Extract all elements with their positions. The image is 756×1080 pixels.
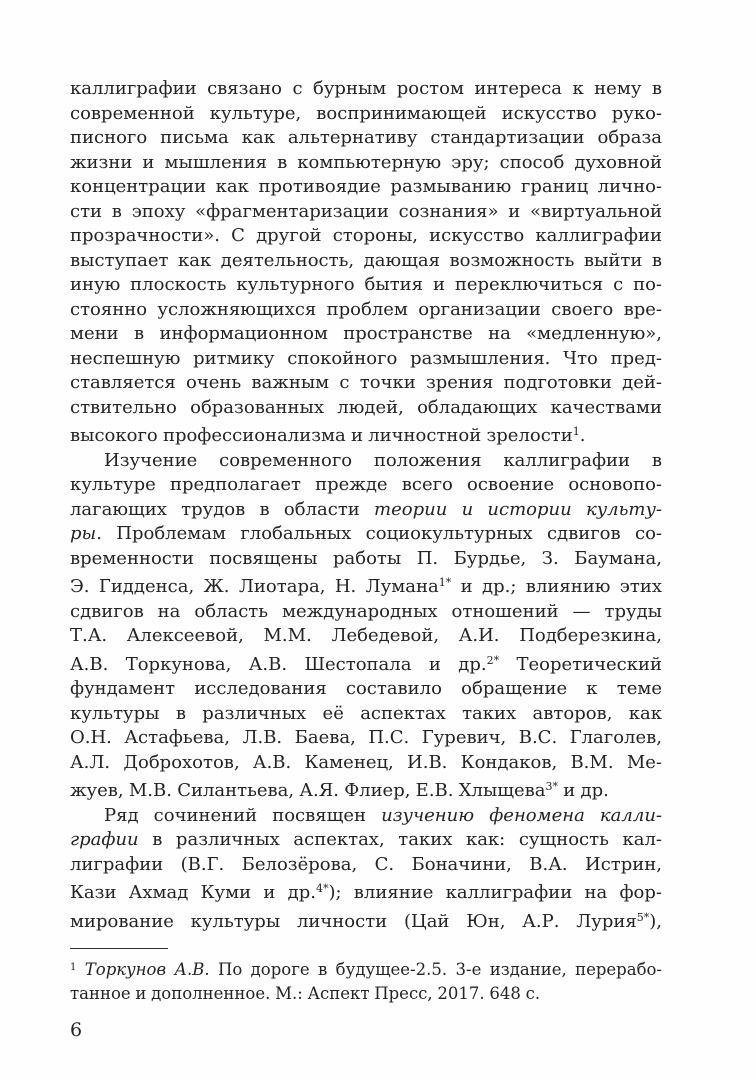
- footnote-rule: [70, 948, 168, 949]
- italic-text: теории и истории культу-: [374, 498, 663, 520]
- paragraph: [70, 449, 662, 804]
- text-line: [70, 126, 662, 151]
- text-line: [70, 649, 662, 678]
- text-run: культуре предполагает прежде всего освоение основопо-: [70, 474, 662, 495]
- footnote-marker: 2*: [486, 653, 500, 667]
- text-line: [70, 347, 662, 372]
- footnote-marker: 3*: [545, 780, 559, 793]
- footnote-marker: 1: [70, 962, 77, 973]
- page-number: 6: [70, 1019, 83, 1041]
- text-run: иную плоскость культурного бытия и переключиться с по-: [70, 274, 662, 295]
- text-run: стоянно усложняющихся проблем организации своего вре-: [70, 298, 662, 320]
- text-line: [70, 273, 662, 298]
- text-line: [70, 828, 662, 853]
- text-run: сти в эпоху «фрагментаризации сознания» и «виртуальной: [70, 200, 662, 222]
- text-run: ); влияние каллиграфии на фор-: [328, 882, 663, 903]
- italic-text: Торкунов А.В.: [84, 960, 210, 979]
- text-run: в различных аспектах, таких как: сущность кал-: [138, 829, 662, 850]
- text-line: [70, 982, 662, 1006]
- text-run: временности посвящены работы П. Бурдье, З. Баумана,: [70, 547, 662, 569]
- text-line: [70, 547, 662, 572]
- text-run: .: [579, 425, 586, 446]
- footnote-marker: 1: [572, 425, 580, 438]
- text-line: [70, 624, 662, 649]
- text-run: современной культуре, воспринимающей искусство руко-: [70, 102, 662, 124]
- text-run: писного письма как альтернативу стандартизации образа: [70, 127, 662, 148]
- text-run: выступает как деятельность, дающая возможность выйти в: [70, 249, 662, 271]
- text-run: мени в информационном пространстве на «медленную»,: [70, 323, 662, 344]
- text-line: [70, 420, 662, 449]
- text-line: [70, 151, 662, 176]
- text-line: [70, 775, 662, 804]
- text-run: По дороге в будущее-2.5. 3-е издание, перерабо-: [209, 960, 663, 979]
- text-line: [70, 473, 662, 498]
- text-line: [70, 600, 662, 625]
- italic-text: ры: [70, 523, 97, 544]
- text-run: Ряд сочинений посвящен: [104, 804, 382, 826]
- text-run: лагающих трудов в области: [70, 498, 375, 520]
- text-run: прозрачности». С другой стороны, искусство каллиграфии: [70, 225, 662, 246]
- text-line: [70, 853, 662, 878]
- footnote-marker: 5*: [636, 910, 650, 924]
- text-line: [70, 102, 662, 127]
- text-line: [70, 751, 662, 776]
- text-line: [70, 298, 662, 323]
- text-run: концентрации как противоядие размыванию границ лично-: [70, 176, 662, 197]
- text-line: [70, 175, 662, 200]
- text-run: Изучение современного положения каллиграфии в: [104, 449, 662, 471]
- paragraph: [70, 804, 662, 935]
- paragraph: [70, 77, 662, 449]
- text-run: Кази Ахмад Куми и др.: [70, 882, 316, 903]
- text-line: [70, 77, 662, 102]
- text-line: [70, 449, 662, 474]
- text-line: [70, 371, 662, 396]
- text-run: жуев, М.В. Силантьева, А.Я. Флиер, Е.В. Хлыщева: [70, 780, 546, 801]
- text-line: [70, 804, 662, 829]
- text-run: О.Н. Астафьева, Л.В. Баева, П.С. Гуревич, В.С. Глаголев,: [70, 727, 662, 748]
- text-run: ставляется очень важным с точки зрения подготовки дей-: [70, 372, 662, 393]
- footnote-marker: 1*: [438, 576, 452, 589]
- text-run: [76, 960, 84, 979]
- text-line: [70, 677, 662, 702]
- text-run: и др.: [558, 780, 609, 801]
- text-run: Т.А. Алексеевой, М.М. Лебедевой, А.И. Подберезкина,: [70, 625, 662, 646]
- text-run: мирование культуры личности (Цай Юн, А.Р. Лурия: [70, 910, 637, 932]
- italic-text: изучению феномена калли-: [381, 804, 662, 826]
- text-run: . Проблемам глобальных социокультурных сдвигов со-: [96, 523, 662, 544]
- text-line: [70, 249, 662, 274]
- footnote-marker: 4*: [315, 882, 329, 895]
- text-line: [70, 571, 662, 600]
- text-run: ствительно образованных людей, обладающих качествами: [70, 396, 662, 418]
- text-block: [70, 77, 662, 934]
- text-run: неспешную ритмику спокойного размышления. Что пред-: [70, 347, 662, 369]
- text-run: ),: [649, 910, 662, 932]
- text-run: сдвигов на область международных отношений — труды: [70, 600, 662, 622]
- text-run: Э. Гидденса, Ж. Лиотара, Н. Лумана: [70, 576, 439, 597]
- text-run: каллиграфии связано с бурным ростом интереса к нему в: [70, 78, 662, 99]
- page-column: [70, 77, 662, 1041]
- text-line: [70, 726, 662, 751]
- text-line: [70, 224, 662, 249]
- text-run: и др.; влиянию этих: [451, 576, 662, 597]
- text-run: А.Л. Доброхотов, А.В. Каменец, И.В. Кондаков, В.М. Ме-: [70, 751, 662, 773]
- text-run: А.В. Торкунова, А.В. Шестопала и др.: [70, 653, 487, 675]
- text-run: танное и дополненное. М.: Аспект Пресс, 2017. 648 с.: [70, 984, 541, 1003]
- text-run: высокого профессионализма и личностной зрелости: [70, 425, 573, 446]
- footnote: [70, 956, 662, 1006]
- text-line: [70, 498, 662, 523]
- text-line: [70, 702, 662, 727]
- text-line: [70, 322, 662, 347]
- italic-text: графии: [70, 829, 139, 850]
- text-run: культуры в различных её аспектах таких авторов, как: [70, 702, 662, 724]
- text-run: жизни и мышления в компьютерную эру; способ духовной: [70, 151, 662, 173]
- text-run: фундамент исследования составило обращение к теме: [70, 678, 662, 699]
- text-run: Теоретический: [499, 653, 662, 675]
- text-line: [70, 877, 662, 906]
- text-run: лиграфии (В.Г. Белозёрова, С. Боначини, В.А. Истрин,: [70, 853, 662, 875]
- text-line: [70, 522, 662, 547]
- text-line: [70, 906, 662, 935]
- text-line: [70, 200, 662, 225]
- text-line: [70, 956, 662, 982]
- text-line: [70, 396, 662, 421]
